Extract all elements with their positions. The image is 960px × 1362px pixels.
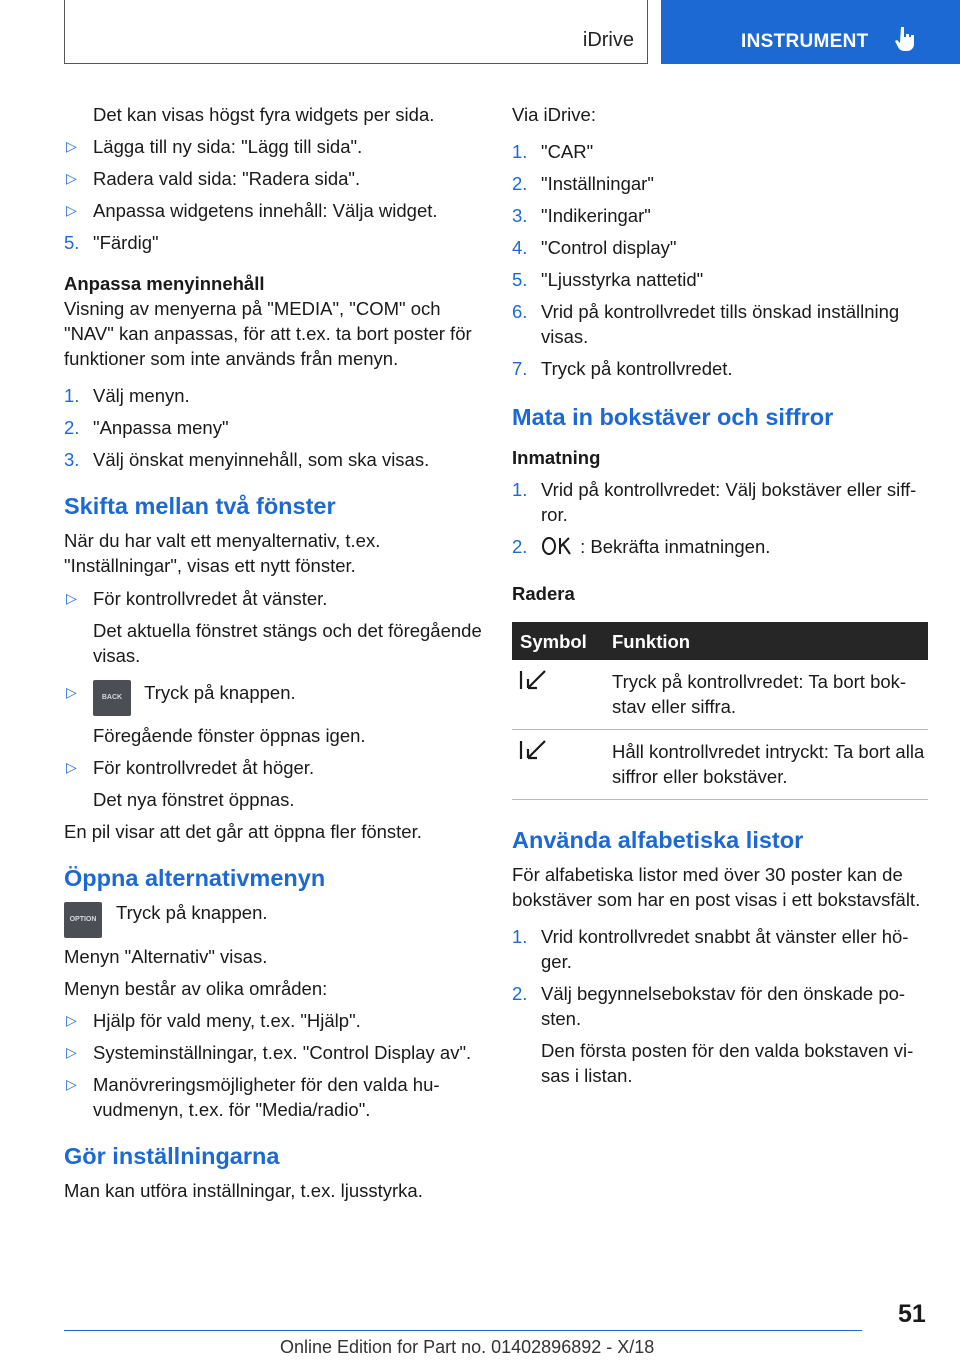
settings-text: Man kan utföra inställningar, t.ex. ljusstyrka. — [64, 1180, 423, 1201]
table-cell-symbol — [512, 660, 604, 730]
bullet-subtext: Det aktuella fönstret stängs och det föregående visas. — [93, 620, 482, 666]
list-item — [64, 134, 484, 159]
list-item — [64, 166, 484, 191]
bullet-text: Lägga till ny sida: "Lägg till sida". — [93, 136, 363, 157]
option-menu-heading: Öppna alternativmenyn — [64, 865, 326, 891]
ok-symbol-icon — [541, 536, 575, 556]
table-row — [512, 660, 928, 730]
input-heading: Mata in bokstäver och siffror — [512, 404, 834, 430]
list-item — [64, 198, 484, 223]
settings-heading: Gör inställningarna — [64, 1143, 280, 1169]
step-text: Välj menyn. — [93, 385, 190, 406]
page-number: 51 — [898, 1300, 926, 1328]
triangle-bullet-icon: ▷ — [66, 202, 77, 218]
step-text: Välj önskat menyinnehåll, som ska visas. — [93, 449, 430, 470]
step-text: Vrid på kontrollvredet tills önskad inställning visas. — [541, 301, 900, 347]
menu-content-text: Visning av menyerna på "MEDIA", "COM" och "NAV" kan anpassas, för att t.ex. ta bort poster för funktioner som inte används från menyn. — [64, 298, 472, 369]
list-item — [512, 139, 930, 164]
step-number: 3. — [512, 205, 528, 226]
right-column — [512, 102, 930, 1095]
list-item — [512, 171, 930, 196]
step-text: : Bekräfta inmatningen. — [580, 536, 771, 557]
table-cell-symbol — [512, 730, 604, 800]
list-item — [64, 1072, 484, 1122]
arrow-info-text: En pil visar att det går att öppna fler fönster. — [64, 821, 422, 842]
list-item — [64, 447, 484, 472]
triangle-bullet-icon: ▷ — [66, 684, 77, 700]
table-header-symbol: Symbol — [512, 622, 604, 660]
table-header-function: Funktion — [604, 622, 928, 660]
table-row — [512, 730, 928, 800]
list-item — [512, 299, 930, 349]
menu-content-heading: Anpassa menyinnehåll — [64, 273, 265, 294]
bullet-subtext: Det nya fönstret öppnas. — [93, 789, 295, 810]
step-subtext: Den första posten för den valda bokstaven visas i listan. — [541, 1040, 914, 1086]
list-item — [64, 1008, 484, 1033]
step-text: "Anpassa meny" — [93, 417, 229, 438]
triangle-bullet-icon: ▷ — [66, 170, 77, 186]
step-text: "Inställningar" — [541, 173, 654, 194]
bullet-subtext: Föregående fönster öppnas igen. — [93, 725, 366, 746]
delete-subheading: Radera — [512, 583, 575, 604]
option-areas-text: Menyn består av olika områden: — [64, 978, 328, 999]
bullet-text: För kontrollvredet åt höger. — [93, 757, 315, 778]
triangle-bullet-icon: ▷ — [66, 138, 77, 154]
switch-windows-heading: Skifta mellan två fönster — [64, 493, 336, 519]
list-item — [512, 267, 930, 292]
option-press-text: Tryck på knappen. — [116, 902, 268, 923]
step-number: 3. — [64, 449, 80, 470]
alpha-lists-text: För alfabetiska listor med över 30 poster kan de bokstäver som har en post visas i ett bokstavsfält. — [512, 864, 921, 910]
step-number: 2. — [512, 536, 528, 557]
bullet-text: Systeminställningar, t.ex. "Control Display av". — [93, 1042, 472, 1063]
list-item — [64, 230, 484, 255]
hand-pointer-icon — [895, 26, 917, 52]
bullet-text: För kontrollvredet åt vänster. — [93, 588, 328, 609]
list-item — [64, 102, 484, 127]
step-number: 2. — [512, 983, 528, 1004]
step-number: 7. — [512, 358, 528, 379]
symbol-function-table — [512, 622, 928, 800]
option-key-row — [64, 900, 484, 944]
list-item — [512, 356, 930, 381]
triangle-bullet-icon: ▷ — [66, 1076, 77, 1092]
list-item — [64, 680, 484, 748]
step-number: 1. — [512, 141, 528, 162]
widget-limit-text: Det kan visas högst fyra widgets per sida. — [93, 104, 435, 125]
option-shown-text: Menyn "Alternativ" visas. — [64, 946, 268, 967]
list-item — [512, 477, 930, 527]
input-subheading: Inmatning — [512, 447, 601, 468]
alpha-lists-heading: Använda alfabetiska listor — [512, 827, 804, 853]
table-header-row — [512, 622, 928, 660]
left-column — [64, 102, 484, 1203]
header-section-box — [64, 0, 648, 64]
list-item — [512, 924, 930, 974]
step-text: Vrid kontrollvredet snabbt åt vänster eller höger. — [541, 926, 909, 972]
bullet-text: Radera vald sida: "Radera sida". — [93, 168, 361, 189]
list-item — [64, 415, 484, 440]
list-item — [64, 1040, 484, 1065]
list-item — [64, 755, 484, 812]
step-text: "Färdig" — [93, 232, 159, 253]
list-item — [64, 586, 484, 668]
header-chapter-tab[interactable] — [661, 0, 960, 64]
step-number: 5. — [512, 269, 528, 290]
triangle-bullet-icon: ▷ — [66, 1044, 77, 1060]
delete-arrow-icon — [518, 669, 548, 691]
step-number: 2. — [64, 417, 80, 438]
list-item — [64, 383, 484, 408]
list-item — [512, 534, 930, 559]
step-number: 1. — [64, 385, 80, 406]
step-text: "CAR" — [541, 141, 594, 162]
bullet-text: Tryck på knappen. — [144, 682, 296, 703]
switch-windows-text: När du har valt ett menyalternativ, t.ex. "Inställningar", visas ett nytt fönster. — [64, 530, 381, 576]
header-chapter-title: INSTRUMENT — [741, 31, 869, 52]
footer-divider — [64, 1330, 862, 1331]
header-section-title: iDrive — [582, 29, 634, 51]
step-number: 5. — [64, 232, 80, 253]
step-number: 4. — [512, 237, 528, 258]
step-number: 1. — [512, 926, 528, 947]
step-number: 1. — [512, 479, 528, 500]
delete-arrow-icon — [518, 739, 548, 761]
list-item — [512, 981, 930, 1088]
bullet-text: Manövreringsmöjligheter för den valda huvudmenyn, t.ex. för "Media/radio". — [93, 1074, 440, 1120]
bullet-text: Anpassa widgetens innehåll: Välja widget. — [93, 200, 438, 221]
step-number: 2. — [512, 173, 528, 194]
step-text: Tryck på kontrollvredet. — [541, 358, 733, 379]
step-text: Vrid på kontrollvredet: Välj bokstäver eller siffror. — [541, 479, 917, 525]
back-key-icon: BACK — [93, 680, 131, 716]
idrive-steps-list — [512, 139, 930, 381]
list-item — [512, 203, 930, 228]
footer-edition: Online Edition for Part no. 01402896892 - X/18 — [280, 1337, 655, 1357]
table-cell-function: Håll kontrollvredet intryckt: Ta bort alla siffror eller bokstäver. — [604, 730, 928, 800]
step-text: Välj begynnelsebokstav för den önskade posten. — [541, 983, 906, 1029]
bullet-text: Hjälp för vald meny, t.ex. "Hjälp". — [93, 1010, 361, 1031]
step-text: "Ljusstyrka nattetid" — [541, 269, 704, 290]
step-text: "Control display" — [541, 237, 677, 258]
option-key-icon: OPTION — [64, 902, 102, 938]
via-idrive-text: Via iDrive: — [512, 104, 596, 125]
triangle-bullet-icon: ▷ — [66, 590, 77, 606]
step-text: "Indikeringar" — [541, 205, 651, 226]
triangle-bullet-icon: ▷ — [66, 1012, 77, 1028]
step-number: 6. — [512, 301, 528, 322]
list-item — [512, 235, 930, 260]
table-cell-function: Tryck på kontrollvredet: Ta bort bokstav eller siffra. — [604, 660, 928, 730]
triangle-bullet-icon: ▷ — [66, 759, 77, 775]
